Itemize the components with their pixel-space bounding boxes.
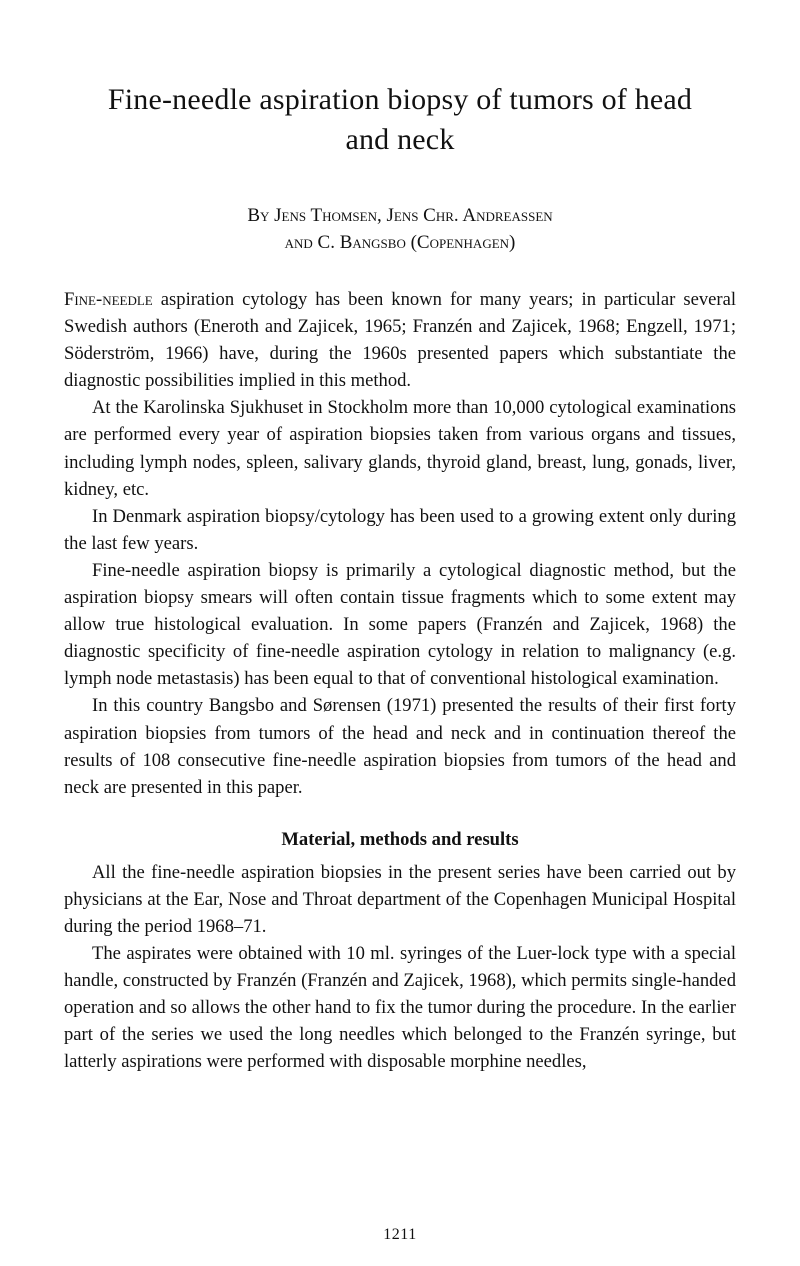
- byline: [64, 202, 736, 256]
- title-line-2: and neck: [345, 123, 455, 156]
- paragraph-5: In this country Bangsbo and Sørensen (1971) presented the results of their first forty aspiration biopsies from tumors of the head and neck and in continuation thereof the results of 108 consecutive fine-needle aspiration biopsies from tumors of the head and neck are presented in this paper.: [64, 695, 736, 798]
- byline-line-1: By Jens Thomsen, Jens Chr. Andreassen: [247, 205, 553, 226]
- section-heading: Material, methods and results: [281, 828, 519, 850]
- paragraph-3: In Denmark aspiration biopsy/cytology has been used to a growing extent only during the last few years.: [64, 505, 736, 554]
- title-line-1: Fine-needle aspiration biopsy of tumors of head: [107, 83, 693, 116]
- paragraph-4: Fine-needle aspiration biopsy is primarily a cytological diagnostic method, but the aspiration biopsy smears will often contain tissue fragments which to some extent may allow true histological evaluation. In some papers (Franzén and Zajicek, 1968) the diagnostic specificity of fine-needle aspiration cytology in relation to malignancy (e.g. lymph node metastasis) has been equal to that of conventional histological examination.: [64, 559, 736, 690]
- page-number: 1211: [383, 1226, 417, 1243]
- article-body: [64, 286, 736, 1076]
- byline-line-2: and C. Bangsbo (Copenhagen): [284, 232, 516, 253]
- section-paragraph-1: All the fine-needle aspiration biopsies in the present series have been carried out by physicians at the Ear, Nose and Throat department of the Copenhagen Municipal Hospital during the period 1968–71.: [64, 861, 736, 937]
- paragraph-1: [64, 286, 736, 394]
- paragraph-2: At the Karolinska Sjukhuset in Stockholm more than 10,000 cytological examinations are performed every year of aspiration biopsies taken from various organs and tissues, including lymph nodes, spleen, salivary glands, thyroid gland, breast, lung, gonads, liver, kidney, etc.: [64, 397, 736, 500]
- paragraph-1-lead: Fine-needle: [64, 289, 153, 310]
- section-paragraph-2: The aspirates were obtained with 10 ml. syringes of the Luer-lock type with a special handle, constructed by Franzén (Franzén and Zajicek, 1968), which permits single-handed operation and so allows the other hand to fix the tumor during the procedure. In the earlier part of the series we used the long needles which belonged to the Franzén syringe, but latterly aspirations were performed with disposable morphine needles,: [64, 943, 736, 1073]
- page-title: [64, 80, 736, 160]
- paragraph-1-rest: aspiration cytology has been known for many years; in particular several Swedish authors (Eneroth and Zajicek, 1965; Franzén and Zajicek, 1968; Engzell, 1971; Söderström, 1966) have, during the 1960s presented papers which substantiate the diagnostic possibilities implied in this method.: [64, 289, 736, 392]
